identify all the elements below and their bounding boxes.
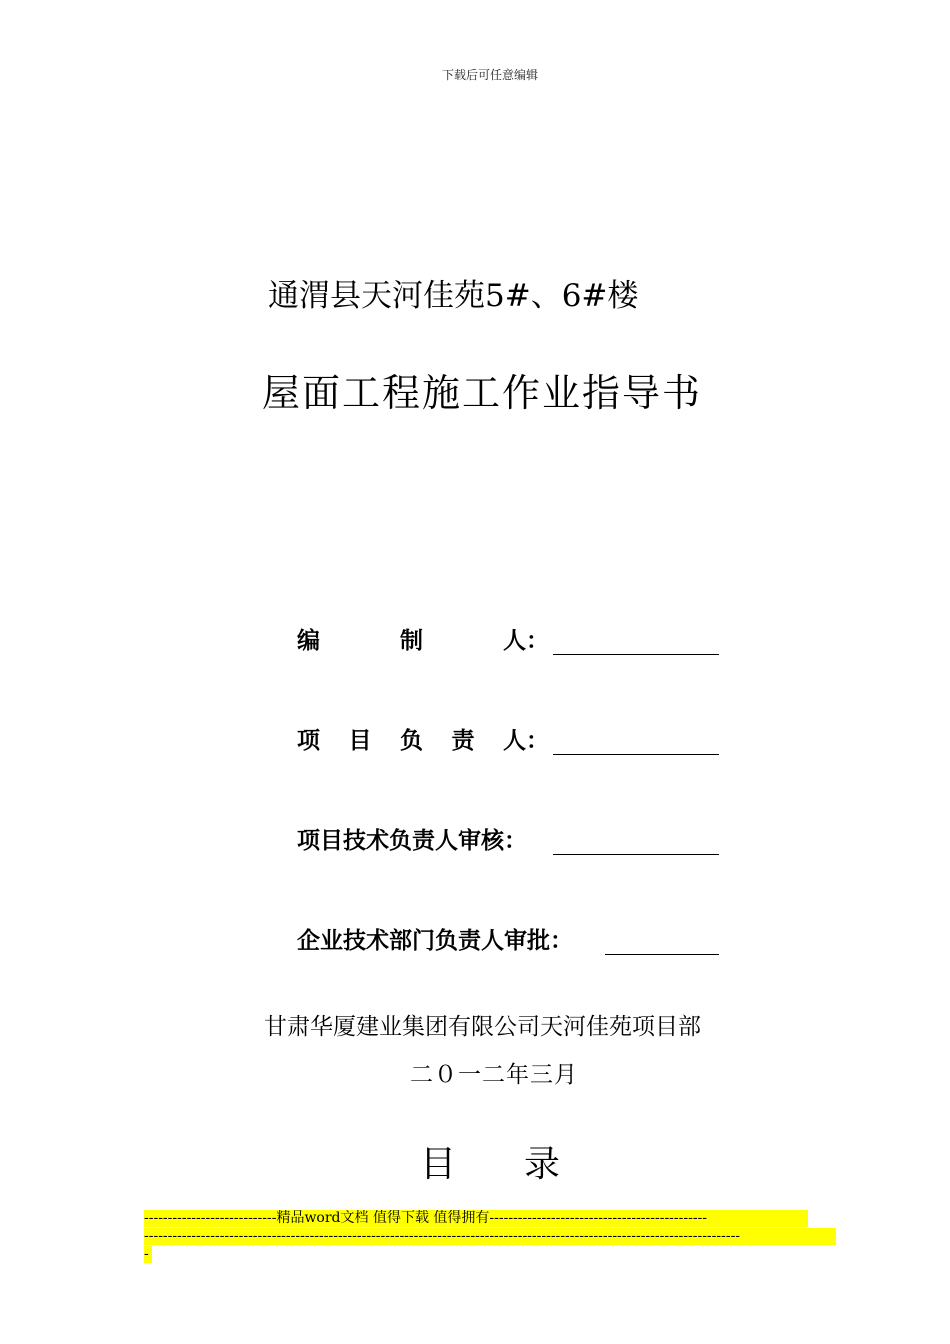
signature-label-char: 人：: [503, 728, 549, 754]
signature-label-char: 制: [400, 628, 423, 654]
signature-label-char: 人：: [503, 628, 549, 654]
document-date: 二０一二年三月: [410, 1062, 578, 1088]
document-title-line-1: 通渭县天河佳苑5#、6#楼: [268, 278, 639, 314]
header-note: 下载后可任意编辑: [441, 68, 538, 82]
signature-line[interactable]: [553, 830, 719, 855]
promo-banner-line-3: -: [144, 1246, 152, 1263]
signature-row-project-manager: [297, 722, 719, 755]
signature-label-char: 负: [400, 728, 423, 754]
promo-banner-line-2: ------------------------------------------------------------------------------------------------------------------------------: [144, 1228, 836, 1245]
signature-row-dept-approval: [297, 922, 719, 955]
signature-label: 项目技术负责人审核：: [297, 828, 527, 854]
signature-label-char: 责: [451, 728, 475, 754]
signature-label: [297, 722, 549, 755]
promo-banner-line-1: ----------------------------精品word文档 值得下载 值得拥有----------------------------------------------: [144, 1210, 808, 1227]
signature-label-char: 目: [348, 728, 372, 754]
signature-label: [297, 622, 549, 655]
signature-line[interactable]: [553, 730, 719, 755]
signature-row-compiler: [297, 622, 719, 655]
signature-label: 企业技术部门负责人审批：: [297, 928, 573, 954]
signature-line[interactable]: [553, 630, 719, 655]
document-title-line-2: 屋面工程施工作业指导书: [262, 371, 703, 415]
company-name: 甘肃华厦建业集团有限公司天河佳苑项目部: [264, 1014, 701, 1040]
signature-label-char: 编: [297, 628, 320, 654]
signature-label-char: 项: [297, 728, 320, 754]
signature-line[interactable]: [605, 930, 719, 955]
signature-row-tech-review: [297, 822, 719, 855]
toc-heading: 目录: [420, 1144, 629, 1185]
